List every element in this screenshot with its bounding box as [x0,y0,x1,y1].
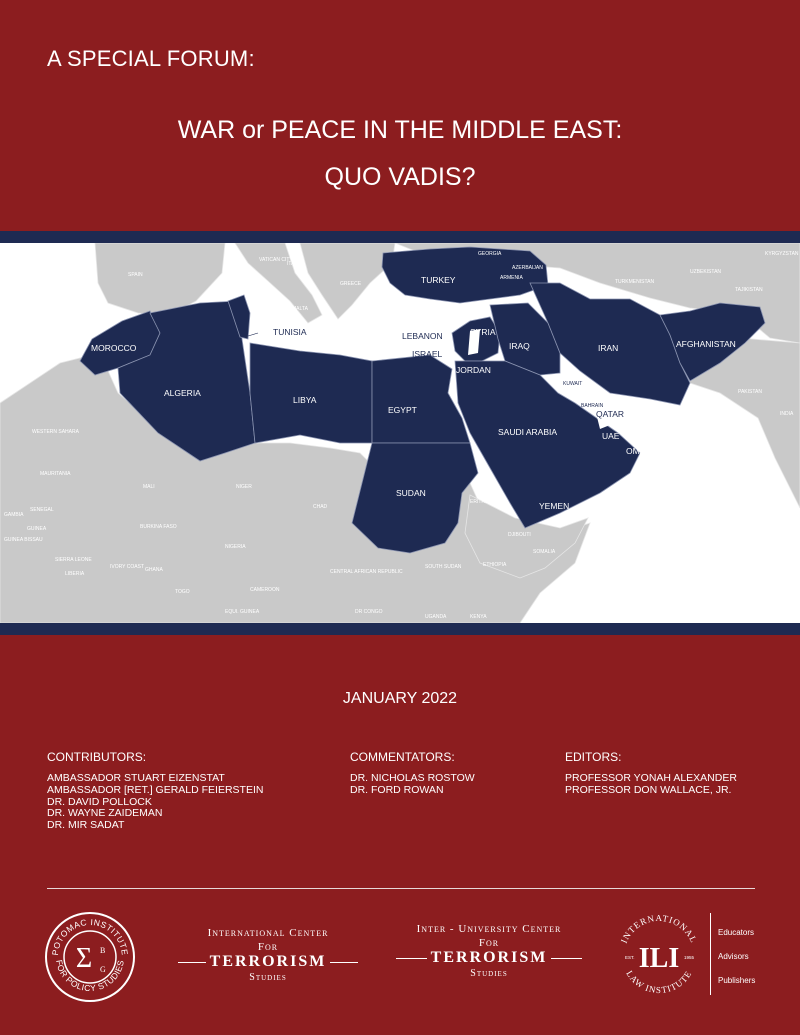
label-equi-guinea: EQUI. GUINEA [225,609,260,615]
label-qatar: QATAR [596,409,625,419]
label-eritrea: ERITREA [470,499,492,505]
page-subtitle: QUO VADIS? [324,163,476,191]
label-yemen: YEMEN [539,501,570,511]
icts-line1: International Center [207,927,329,939]
contributor-name: DR. MIR SADAT [47,819,125,832]
label-pakistan: PAKISTAN [738,389,762,395]
label-togo: TOGO [175,589,190,595]
commentator-name: DR. NICHOLAS ROSTOW [350,772,475,784]
label-afghanistan: AFGHANISTAN [676,339,736,349]
iucts-line4: Studies [470,968,508,979]
label-guinea-bissau: GUINEA BISSAU [4,537,43,543]
iucts-line2: For [478,937,500,949]
potomac-institute-logo [44,905,136,1015]
svg-text:INTERNATIONAL [619,913,699,945]
label-kuwait: KUWAIT [563,381,583,387]
label-turkmenistan: TURKMENISTAN [615,279,655,285]
contributors-heading: CONTRIBUTORS: [47,750,147,764]
contributors-list [47,773,263,832]
sigma-sub: G [100,965,106,974]
bottom-band [0,623,800,635]
label-sierra-leone: SIERRA LEONE [55,557,92,563]
label-syria: SYRIA [470,327,496,337]
label-dr-congo: DR CONGO [355,609,383,615]
page-title: WAR or PEACE IN THE MIDDLE EAST: [177,116,623,144]
icts-line4: Studies [249,972,287,983]
editor-name: PROFESSOR YONAH ALEXANDER [565,772,737,784]
label-italy: ITALY [287,261,301,267]
label-niger: NIGER [236,484,252,490]
label-egypt: EGYPT [388,405,417,415]
label-ivory-coast: IVORY COAST [110,564,144,570]
iucts-logo [396,905,582,1015]
label-saudi-arabia: SAUDI ARABIA [498,427,558,437]
label-lebanon: LEBANON [402,331,443,341]
label-western-sahara: WESTERN SAHARA [32,429,79,435]
label-bahrain: BAHRAIN [581,403,604,409]
label-mauritania: MAURITANIA [40,471,71,477]
label-turkey: TURKEY [421,275,456,285]
libya-shape [250,343,372,443]
editor-name: PROFESSOR DON WALLACE, JR. [565,783,732,796]
label-djibouti: DJIBOUTI [508,532,531,538]
contributor-name: DR. WAYNE ZAIDEMAN [47,807,163,820]
icts-logo [178,905,358,1015]
label-mali: MALI [143,484,155,490]
ili-ring-bottom: LAW INSTITUTE [624,968,694,996]
ili-year: 1955 [684,955,695,960]
label-sudan: SUDAN [396,488,426,498]
label-vatican: VATICAN CITY [259,257,293,263]
label-iran: IRAN [598,343,619,353]
commentator-name: DR. FORD ROWAN [350,783,444,796]
label-georgia: GEORGIA [478,251,502,257]
label-jordan: JORDAN [456,365,491,375]
publication-date: JANUARY 2022 [342,690,458,707]
label-kenya: KENYA [470,614,487,620]
label-malta: MALTA [292,306,308,312]
label-armenia: ARMENIA [500,275,523,281]
label-uzbekistan: UZBEKISTAN [690,269,722,275]
label-algeria: ALGERIA [164,388,201,398]
iucts-line1: Inter - University Center [416,923,562,935]
label-senegal: SENEGAL [30,507,54,513]
label-chad: CHAD [313,504,328,510]
label-nigeria: NIGERIA [225,544,246,550]
label-ghana: GHANA [145,567,163,573]
middle-east-map [0,243,800,623]
contributor-name: DR. DAVID POLLOCK [47,795,152,808]
ili-est: EST. [625,955,635,960]
forum-label: A SPECIAL FORUM: [47,46,255,71]
label-car: CENTRAL AFRICAN REPUBLIC [330,569,403,575]
label-burkina-faso: BURKINA FASO [140,524,177,530]
ili-tag-advisors: Advisors [718,952,749,961]
footer-divider [47,888,755,889]
ili-acronym: ILI [638,943,680,974]
iucts-line3: TERRORISM [427,949,552,967]
label-tajikistan: TAJIKISTAN [735,287,763,293]
contributor-name: AMBASSADOR [RET.] GERALD FEIERSTEIN [47,783,264,796]
label-israel: ISRAEL [412,349,443,359]
potomac-bottom-text: FOR POLICY STUDIES [54,958,126,994]
sigma-symbol: Σ [75,943,93,974]
potomac-top-text: POTOMAC INSTITUTE [49,916,131,956]
label-azerbaijan: AZERBAIJAN [512,265,543,271]
icts-line2: For [257,941,279,953]
label-iraq: IRAQ [509,341,530,351]
label-morocco: MOROCCO [91,343,137,353]
label-uae: UAE [602,431,620,441]
commentators-list [350,773,475,797]
label-india: INDIA [780,411,794,417]
label-south-sudan: SOUTH SUDAN [425,564,462,570]
label-gambia: GAMBIA [4,512,24,518]
label-oman: OMAN [626,446,652,456]
label-guinea: GUINEA [27,526,47,532]
label-cameroon: CAMEROON [250,587,280,593]
label-greece: GREECE [340,281,362,287]
contributor-name: AMBASSADOR STUART EIZENSTAT [47,772,225,784]
commentators-heading: COMMENTATORS: [350,750,455,764]
ili-ring-top: INTERNATIONAL [618,912,700,945]
label-kyrgyzstan: KYRGYZSTAN [765,251,799,257]
editors-list [565,773,737,797]
ili-logo [612,905,762,1015]
label-liberia: LIBERIA [65,571,85,577]
ili-tag-educators: Educators [718,928,755,937]
label-ethiopia: ETHIOPIA [483,562,507,568]
top-band [0,231,800,243]
label-somalia: SOMALIA [533,549,556,555]
label-uganda: UGANDA [425,614,447,620]
label-libya: LIBYA [293,395,317,405]
icts-line3: TERRORISM [206,953,331,971]
editors-heading: EDITORS: [565,750,622,764]
ili-separator [710,913,711,995]
ili-tag-publishers: Publishers [718,976,756,985]
label-tunisia: TUNISIA [273,327,307,337]
sigma-sup: B [100,946,106,955]
label-spain: SPAIN [128,272,143,278]
